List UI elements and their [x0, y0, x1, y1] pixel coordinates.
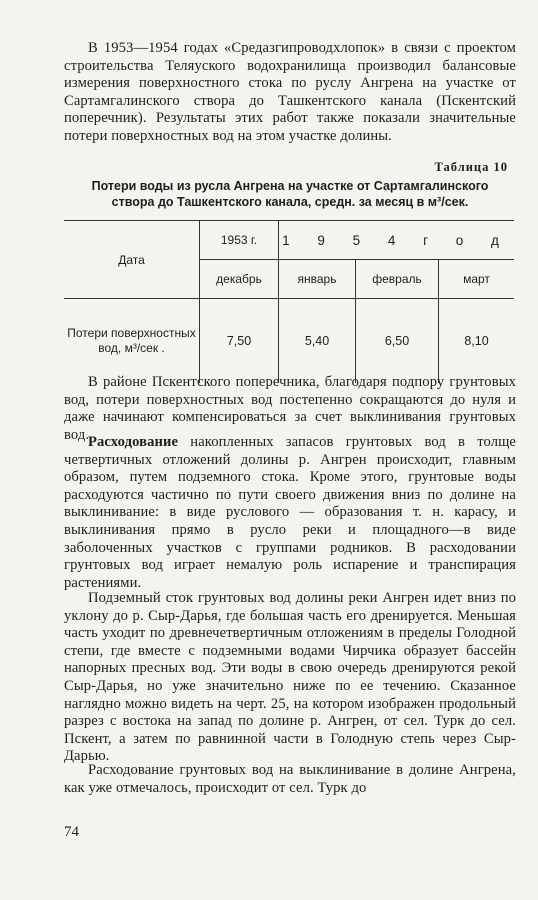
- row-label-losses: Потери поверхностных вод, м³/сек .: [64, 299, 200, 384]
- table-number: Таблица 10: [434, 160, 508, 174]
- value-jan: 5,40: [279, 299, 356, 384]
- page-number: 74: [64, 824, 79, 840]
- paragraph-underground-flow: Подземный сток грунтовых вод долины реки Ангрен идет вниз по уклону до р. Сыр-Дарья, где большая часть его дренируется. Меньшая часть уходит по древнечетвертичным отложениям в пределы Голодной степи, где вместе с подземными водами Чирчика образует бассейн напорных пресных вод. Эти воды в свою очередь дренируются рекой Сыр-Дарья, но уже значительно ниже по ее течению. Сказанное наглядно можно видеть на черт. 25, на котором изображен продольный разрез с востока на запад по долине р. Ангрен, от сел. Турк до сел. Пскент, а затем по равнинной части в Голодную степь через Сыр-Дарью.: [64, 590, 516, 765]
- header-year-1954: 1 9 5 4 г о д: [279, 221, 515, 260]
- paragraph-pskent: В районе Пскентского поперечника, благодаря подпору грунтовых вод, потери поверхностных вод постепенно сокращаются до нуля и даже начинают компенсироваться за счет выклинивания грунтовых вод.: [64, 374, 516, 443]
- paragraph-expenditure: [64, 434, 516, 592]
- table-caption: Потери воды из русла Ангрена на участке от Сартамгалинского створа до Ташкентского канала, средн. за месяц в м³/сек.: [91, 179, 489, 209]
- value-dec: 7,50: [200, 299, 279, 384]
- term-expenditure: Расходование: [88, 434, 179, 450]
- paragraph-intro: В 1953—1954 годах «Средазгипроводхлопок» в связи с проектом строительства Теляуского водохранилища производил балансовые измерения поверхностного стока по руслу Ангрена на участке от Сартамгалинского створа до Ташкентского канала (Пскентский поперечник). Результаты этих работ также показали значительные потери поверхностных вод на этом участке долины.: [64, 40, 516, 144]
- value-feb: 6,50: [356, 299, 439, 384]
- value-mar: 8,10: [439, 299, 515, 384]
- header-month-jan: январь: [279, 260, 356, 299]
- header-month-dec: декабрь: [200, 260, 279, 299]
- header-month-mar: март: [439, 260, 515, 299]
- header-date: Дата: [64, 221, 200, 299]
- water-loss-table: [64, 220, 514, 383]
- header-year-1953: 1953 г.: [200, 221, 279, 260]
- header-month-feb: февраль: [356, 260, 439, 299]
- paragraph-discharge: Расходование грунтовых вод на выклинивание в долине Ангрена, как уже отмечалось, происходит от сел. Турк до: [64, 762, 516, 796]
- paragraph-expenditure-text: накопленных запасов грунтовых вод в толще четвертичных отложений долины р. Ангрен происходит, главным образом, путем подземного стока. Кроме этого, грунтовые воды расходуются частично по пути своего движения вниз по долине на выклинивание: в виде руслового — образования т. н. карасу, и выклинивания прямо в русло реки и площадного—в виде заболоченных участков с группами родников. В расходовании грунтовых вод играет немалую роль испарение и транспирация растениями.: [64, 434, 516, 591]
